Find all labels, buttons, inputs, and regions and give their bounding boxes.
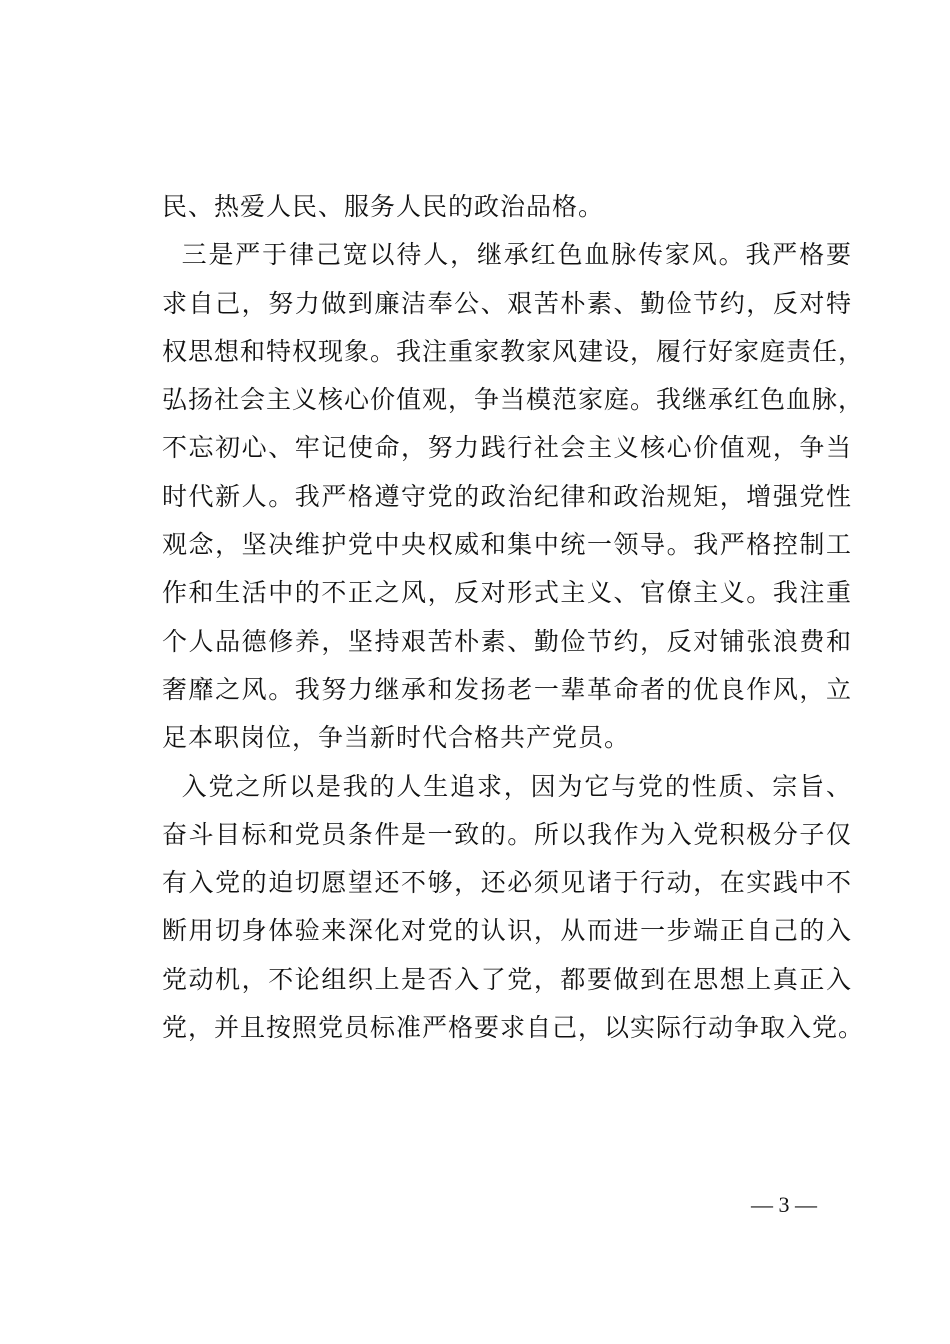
text-line: 有入党的迫切愿望还不够，还必须见诸于行动，在实践中不 [162, 868, 852, 898]
page-number: — 3 — [751, 1192, 817, 1217]
text-line: 个人品德修养，坚持艰苦朴素、勤俭节约，反对铺张浪费和 [162, 626, 852, 656]
text-line: 入党之所以是我的人生追求，因为它与党的性质、宗旨、 [162, 771, 852, 801]
text-line: 断用切身体验来深化对党的认识，从而进一步端正自己的入 [162, 916, 852, 946]
text-line: 权思想和特权现象。我注重家教家风建设，履行好家庭责任， [162, 336, 865, 366]
text-line: 党，并且按照党员标准严格要求自己，以实际行动争取入党。 [162, 1013, 865, 1043]
body-text [162, 183, 865, 1052]
text-line: 作和生活中的不正之风，反对形式主义、官僚主义。我注重 [162, 578, 852, 608]
text-line: 求自己，努力做到廉洁奉公、艰苦朴素、勤俭节约，反对特 [162, 288, 852, 318]
text-line: 奋斗目标和党员条件是一致的。所以我作为入党积极分子仅 [162, 819, 852, 849]
text-line: 不忘初心、牢记使命，努力践行社会主义核心价值观，争当 [162, 433, 852, 463]
text-line: 时代新人。我严格遵守党的政治纪律和政治规矩，增强党性 [162, 481, 852, 511]
text-line: 足本职岗位，争当新时代合格共产党员。 [162, 723, 631, 753]
text-line: 党动机，不论组织上是否入了党，都要做到在思想上真正入 [162, 964, 852, 994]
text-line: 弘扬社会主义核心价值观，争当模范家庭。我继承红色血脉， [162, 385, 865, 415]
text-line: 民、热爱人民、服务人民的政治品格。 [162, 192, 605, 221]
text-line: 奢靡之风。我努力继承和发扬老一辈革命者的优良作风，立 [162, 674, 852, 704]
text-line: 观念，坚决维护党中央权威和集中统一领导。我严格控制工 [162, 530, 852, 560]
text-line: 三是严于律己宽以待人，继承红色血脉传家风。我严格要 [162, 240, 852, 270]
